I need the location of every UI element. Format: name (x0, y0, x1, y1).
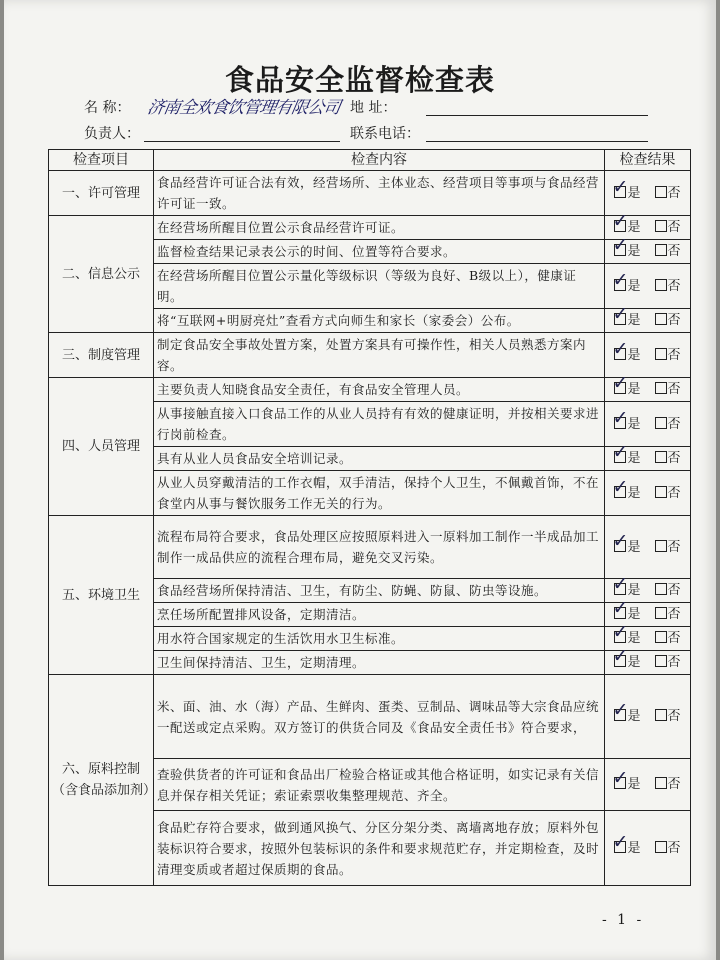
table-row (49, 675, 691, 759)
yes-checkbox[interactable] (612, 210, 629, 232)
no-label: 否 (667, 185, 681, 201)
yes-checkbox[interactable] (612, 268, 629, 291)
content-cell: 烹任场所配置排风设备，定期清洁。 (154, 603, 605, 627)
content-cell: 监督检查结果记录表公示的时间、位置等符合要求。 (154, 240, 605, 264)
result-cell (605, 759, 691, 811)
content-cell: 主要负责人知晓食品安全责任，有食品安全管理人员。 (154, 378, 605, 402)
checkmark-icon: ✓ (612, 303, 629, 325)
table-row (49, 378, 691, 402)
yes-checkbox[interactable] (612, 372, 629, 394)
no-checkbox[interactable] (655, 417, 667, 429)
content-cell: 制定食品安全事故处置方案，处置方案具有可操作性，相关人员熟悉方案内容。 (154, 333, 605, 378)
yes-label: 是 (627, 655, 641, 670)
result-cell (605, 402, 691, 447)
checkmark-icon: ✓ (612, 372, 629, 394)
category-cell: 五、环境卫生 (49, 516, 154, 675)
yes-label: 是 (627, 278, 641, 294)
category-cell: 二、信息公示 (49, 216, 154, 333)
yes-checkbox[interactable] (612, 573, 629, 595)
no-checkbox[interactable] (655, 279, 667, 291)
table-row (49, 171, 691, 216)
document-page (4, 0, 716, 960)
checkmark-icon: ✓ (612, 645, 629, 667)
yes-checkbox[interactable] (612, 830, 629, 853)
yes-label: 是 (627, 313, 641, 328)
checkmark-icon: ✓ (612, 529, 629, 552)
yes-label: 是 (627, 220, 641, 235)
table-header-row (49, 150, 691, 171)
no-label: 否 (667, 220, 681, 235)
no-label: 否 (667, 583, 681, 598)
no-checkbox[interactable] (655, 486, 667, 498)
yes-checkbox[interactable] (612, 234, 629, 256)
checkmark-icon: ✓ (612, 268, 629, 291)
yes-label: 是 (627, 347, 641, 363)
content-cell: 卫生间保持清洁、卫生，定期清理。 (154, 651, 605, 675)
yes-checkbox[interactable] (612, 767, 629, 789)
no-label: 否 (667, 313, 681, 328)
no-checkbox[interactable] (655, 841, 667, 853)
result-cell (605, 372, 691, 402)
table-body (49, 171, 691, 886)
yes-checkbox[interactable] (612, 597, 629, 619)
result-cell (605, 234, 691, 264)
col-header-content: 检查内容 (154, 150, 605, 171)
name-value: 济南全欢食饮管理有限公司 (145, 98, 342, 118)
yes-label: 是 (627, 583, 641, 598)
content-cell: 从事接触直接入口食品工作的从业人员持有有效的健康证明，并按相关要求进行岗前检查。 (154, 402, 605, 447)
table-row (49, 216, 691, 240)
checkmark-icon: ✓ (612, 441, 629, 463)
document-title: 食品安全监督检查表 (224, 63, 495, 97)
no-label: 否 (667, 347, 681, 363)
table-row (49, 333, 691, 378)
phone-line (426, 141, 648, 142)
content-cell: 用水符合国家规定的生活饮用水卫生标准。 (154, 627, 605, 651)
yes-checkbox[interactable] (612, 699, 629, 721)
category-cell: 六、原料控制（含食品添加剂） (49, 675, 154, 886)
checkmark-icon: ✓ (612, 621, 629, 643)
no-checkbox[interactable] (655, 244, 667, 256)
result-cell (605, 333, 691, 378)
result-cell (605, 441, 691, 471)
content-cell: 米、面、油、水（海）产品、生鲜肉、蛋类、豆制品、调味品等大宗食品应统一配送或定点采购。双方签订的供货合同及《食品安全责任书》符合要求， (154, 675, 605, 759)
address-label: 地 址： (350, 100, 397, 116)
yes-label: 是 (627, 451, 641, 466)
yes-label: 是 (627, 485, 641, 501)
yes-label: 是 (627, 416, 641, 432)
yes-label: 是 (627, 185, 641, 201)
no-checkbox[interactable] (655, 220, 667, 232)
no-label: 否 (667, 416, 681, 432)
content-cell: 食品经营许可证合法有效，经营场所、主体业态、经营项目等事项与食品经营许可证一致。 (154, 171, 605, 216)
yes-checkbox[interactable] (612, 645, 629, 667)
checkmark-icon: ✓ (612, 597, 629, 619)
yes-checkbox[interactable] (612, 337, 629, 360)
yes-checkbox[interactable] (612, 529, 629, 552)
no-checkbox[interactable] (655, 777, 667, 789)
result-cell (605, 516, 691, 579)
responsible-person-label: 负责人： (84, 126, 140, 142)
result-cell (605, 303, 691, 333)
no-label: 否 (667, 777, 681, 792)
name-label: 名 称： (84, 100, 131, 116)
yes-checkbox[interactable] (612, 475, 629, 498)
content-cell: 流程布局符合要求，食品处理区应按照原料进入一原料加工制作一半成品加工制作一成品供应的流程合理布局，避免交叉污染。 (154, 516, 605, 579)
checkmark-icon: ✓ (612, 234, 629, 256)
responsible-person-line (144, 141, 340, 142)
table-row (49, 516, 691, 579)
no-label: 否 (667, 655, 681, 670)
no-label: 否 (667, 539, 681, 555)
no-label: 否 (667, 278, 681, 294)
no-checkbox[interactable] (655, 382, 667, 394)
result-cell (605, 675, 691, 759)
no-label: 否 (667, 451, 681, 466)
no-checkbox[interactable] (655, 348, 667, 360)
yes-checkbox[interactable] (612, 303, 629, 325)
checkmark-icon: ✓ (612, 830, 629, 853)
yes-label: 是 (627, 382, 641, 397)
no-label: 否 (667, 607, 681, 622)
no-checkbox[interactable] (655, 313, 667, 325)
no-checkbox[interactable] (655, 709, 667, 721)
result-cell (605, 171, 691, 216)
yes-label: 是 (627, 840, 641, 856)
no-label: 否 (667, 709, 681, 724)
address-line (426, 115, 648, 116)
yes-label: 是 (627, 631, 641, 646)
inspection-table (48, 149, 691, 886)
content-cell: 在经营场所醒目位置公示食品经营许可证。 (154, 216, 605, 240)
no-checkbox[interactable] (655, 186, 667, 198)
category-cell: 三、制度管理 (49, 333, 154, 378)
content-cell: 从业人员穿戴清洁的工作衣帽，双手清洁，保持个人卫生，不佩戴首饰，不在食堂内从事与餐饮服务工作无关的行为。 (154, 471, 605, 516)
yes-label: 是 (627, 709, 641, 724)
checkmark-icon: ✓ (612, 699, 629, 721)
checkmark-icon: ✓ (612, 573, 629, 595)
yes-label: 是 (627, 777, 641, 792)
no-label: 否 (667, 244, 681, 259)
no-checkbox[interactable] (655, 631, 667, 643)
checkmark-icon: ✓ (612, 210, 629, 232)
yes-checkbox[interactable] (612, 175, 629, 198)
yes-label: 是 (627, 244, 641, 259)
result-cell (605, 645, 691, 675)
content-cell: 查验供货者的许可证和食品出厂检验合格证或其他合格证明，如实记录有关信息并保存相关凭证；索证索票收集整理规范、齐全。 (154, 759, 605, 811)
no-label: 否 (667, 631, 681, 646)
checkmark-icon: ✓ (612, 767, 629, 789)
phone-label: 联系电话： (350, 126, 420, 142)
no-checkbox[interactable] (655, 607, 667, 619)
content-cell: 食品贮存符合要求，做到通风换气、分区分架分类、离墙离地存放；原料外包装标识符合要求，按照外包装标识的条件和要求规范贮存，并定期检查，及时清理变质或者超过保质期的食品。 (154, 811, 605, 886)
result-cell (605, 264, 691, 309)
col-header-item: 检查项目 (49, 150, 154, 171)
no-checkbox[interactable] (655, 583, 667, 595)
col-header-result: 检查结果 (605, 150, 691, 171)
yes-checkbox[interactable] (612, 621, 629, 643)
yes-checkbox[interactable] (612, 406, 629, 429)
yes-label: 是 (627, 607, 641, 622)
checkmark-icon: ✓ (612, 337, 629, 360)
no-checkbox[interactable] (655, 655, 667, 667)
no-checkbox[interactable] (655, 451, 667, 463)
no-label: 否 (667, 840, 681, 856)
result-cell (605, 811, 691, 886)
category-cell: 一、许可管理 (49, 171, 154, 216)
content-cell: 具有从业人员食品安全培训记录。 (154, 447, 605, 471)
checkmark-icon: ✓ (612, 175, 629, 198)
yes-checkbox[interactable] (612, 441, 629, 463)
result-cell (605, 471, 691, 516)
checkmark-icon: ✓ (612, 475, 629, 498)
content-cell: 将“互联网+明厨亮灶”查看方式向师生和家长（家委会）公布。 (154, 309, 605, 333)
no-label: 否 (667, 382, 681, 397)
content-cell: 在经营场所醒目位置公示量化等级标识（等级为良好、B级以上），健康证明。 (154, 264, 605, 309)
yes-label: 是 (627, 539, 641, 555)
checkmark-icon: ✓ (612, 406, 629, 429)
content-cell: 食品经营场所保持清洁、卫生，有防尘、防蝇、防鼠、防虫等设施。 (154, 579, 605, 603)
page-number: - 1 - (602, 912, 645, 928)
category-cell: 四、人员管理 (49, 378, 154, 516)
no-checkbox[interactable] (655, 540, 667, 552)
no-label: 否 (667, 485, 681, 501)
